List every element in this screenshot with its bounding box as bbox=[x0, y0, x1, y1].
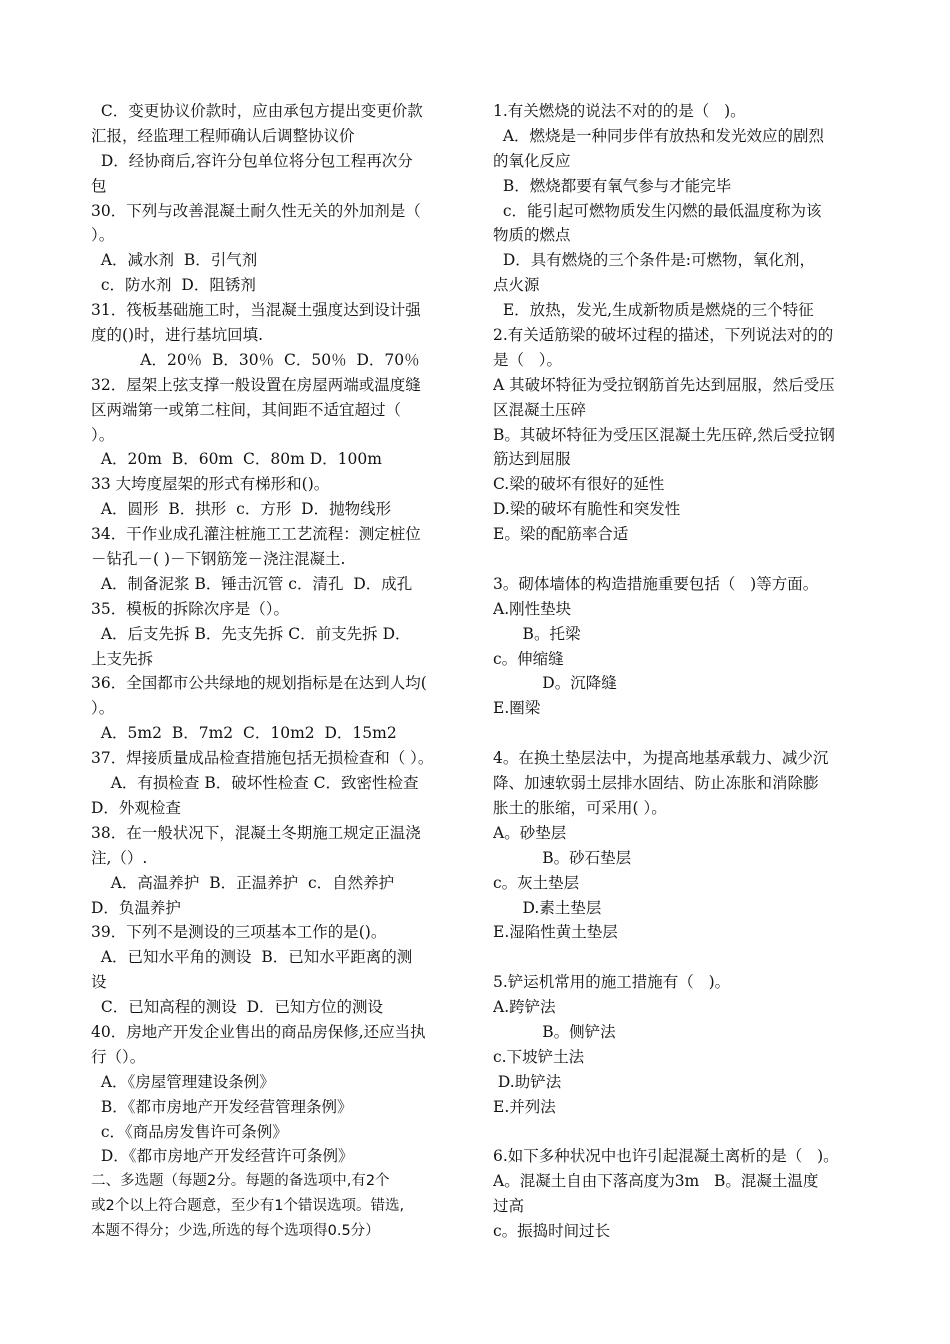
text-line: 汇报，经监理工程师确认后调整协议价 bbox=[91, 126, 355, 145]
text-line: 度的()时，进行基坑回填. bbox=[91, 326, 264, 345]
text-line: A。混凝土自由下落高度为3m B。混凝土温度 bbox=[493, 1172, 819, 1191]
text-line: 行（）。 bbox=[91, 1047, 146, 1066]
text-line: E．放热，发光,生成新物质是燃烧的三个特征 bbox=[493, 301, 814, 320]
text-line: 本题不得分；少选,所选的每个选项得0.5分） bbox=[91, 1223, 380, 1240]
text-line: 31．筏板基础施工时，当混凝土强度达到设计强 bbox=[91, 301, 421, 320]
text-line: 32．屋架上弦支撑一般设置在房屋两端或温度缝 bbox=[91, 375, 421, 394]
text-line: 物质的燃点 bbox=[493, 226, 571, 245]
text-line: c。伸缩缝 bbox=[493, 649, 564, 668]
text-line: 筋达到屈服 bbox=[493, 450, 571, 469]
text-line: D．《都市房地产开发经营许可条例》 bbox=[91, 1147, 354, 1166]
text-line: c.下坡铲土法 bbox=[493, 1047, 585, 1066]
text-line: 的氧化反应 bbox=[493, 151, 571, 170]
text-line: A．后支先拆 B．先支先拆 C．前支先拆 D． bbox=[91, 624, 411, 643]
text-line: A。砂垫层 bbox=[493, 823, 567, 842]
text-line: 4。在换土垫层法中，为提高地基承载力、减少沉 bbox=[493, 749, 829, 768]
text-line: 降、加速软弱土层排水固结、防止冻胀和消除膨 bbox=[493, 774, 819, 793]
text-line: 二、多选题（每题2分。每题的备选项中,有2个 bbox=[91, 1173, 390, 1190]
text-line: 设 bbox=[91, 973, 107, 992]
text-line: D.素土垫层 bbox=[493, 898, 602, 917]
text-line: 包 bbox=[91, 176, 107, 195]
text-line: 是（ ）。 bbox=[493, 350, 563, 369]
text-line: 3。砌体墙体的构造措施重要包括（ )等方面。 bbox=[493, 574, 819, 593]
right-column bbox=[493, 99, 865, 1244]
text-line: B．《都市房地产开发经营管理条例》 bbox=[91, 1097, 353, 1116]
text-line: 或2个以上符合题意，至少有1个错误选项。错选, bbox=[91, 1198, 405, 1215]
text-line: A．《房屋管理建设条例》 bbox=[91, 1072, 275, 1091]
blank-line bbox=[493, 721, 865, 746]
text-line: E.湿陷性黄土垫层 bbox=[493, 923, 618, 942]
text-line: 1.有关燃烧的说法不对的的是（ )。 bbox=[493, 102, 746, 120]
text-line: 区混凝土压碎 bbox=[493, 400, 587, 419]
text-line: A．圆形 B．拱形 c．方形 D．抛物线形 bbox=[91, 500, 392, 519]
text-line: B．燃烧都要有氧气参与才能完毕 bbox=[493, 176, 732, 195]
text-line: A．20％ B．30％ C．50％ D．70％ bbox=[91, 350, 420, 369]
text-line: 区两端第一或第二柱间，其间距不适宜超过（ bbox=[91, 400, 402, 419]
text-line: 胀土的胀缩，可采用( ）。 bbox=[493, 798, 667, 817]
text-line: ）。 bbox=[91, 699, 115, 718]
text-line: 33 大垮度屋架的形式有梯形和()。 bbox=[91, 475, 330, 494]
text-line: c．防水剂 D．阻锈剂 bbox=[91, 276, 256, 295]
text-line: C．已知高程的测设 D．已知方位的测设 bbox=[91, 998, 383, 1017]
text-line: A．减水剂 B．引气剂 bbox=[91, 251, 258, 270]
text-line: A．20m B．60m C．80m D．100m bbox=[91, 450, 382, 469]
text-line: B。其破坏特征为受压区混凝土先压碎,然后受拉钢 bbox=[493, 425, 835, 444]
text-line: A.刚性垫块 bbox=[493, 599, 572, 618]
text-line: 36．全国都市公共绿地的规划指标是在达到人均( bbox=[91, 674, 427, 693]
text-line: B。托梁 bbox=[493, 624, 581, 643]
text-line: 6.如下多种状况中也许引起混凝土离析的是（ )。 bbox=[493, 1147, 839, 1166]
text-line: c．能引起可燃物质发生闪燃的最低温度称为该 bbox=[493, 201, 822, 220]
text-line: 点火源 bbox=[493, 276, 540, 295]
text-line: E.圈梁 bbox=[493, 699, 541, 718]
text-line: A.跨铲法 bbox=[493, 998, 556, 1017]
text-line: ）。 bbox=[91, 425, 115, 444]
text-line: c。振捣时间过长 bbox=[493, 1222, 611, 1241]
text-line: A．制备泥浆 B．锤击沉管 c．清孔 D．成孔 bbox=[91, 574, 413, 593]
text-line: 过高 bbox=[493, 1197, 525, 1216]
text-line: A 其破坏特征为受拉钢筋首先达到屈服，然后受压 bbox=[493, 375, 835, 394]
text-line: 2.有关适筋梁的破坏过程的描述，下列说法对的的 bbox=[493, 326, 834, 345]
text-line: D．外观检查 bbox=[91, 798, 181, 817]
text-line: 30．下列与改善混凝土耐久性无关的外加剂是（ bbox=[91, 201, 421, 220]
text-line: D．具有燃烧的三个条件是:可燃物，氧化剂， bbox=[493, 251, 816, 270]
text-line: c。灰土垫层 bbox=[493, 873, 580, 892]
text-line: C．变更协议价款时，应由承包方提出变更价款 bbox=[91, 102, 423, 120]
text-line: E.并列法 bbox=[493, 1097, 556, 1116]
text-line: B。侧铲法 bbox=[493, 1022, 616, 1041]
blank-line bbox=[493, 945, 865, 970]
text-line: 5.铲运机常用的施工措施有（ )。 bbox=[493, 973, 731, 992]
text-line: E。梁的配筋率合适 bbox=[493, 525, 629, 544]
text-line: D.梁的破坏有脆性和突发性 bbox=[493, 500, 681, 519]
blank-line bbox=[493, 547, 865, 572]
text-line: ）。 bbox=[91, 226, 115, 245]
text-line: A．燃烧是一种同步伴有放热和发光效应的剧烈 bbox=[493, 126, 825, 145]
text-line: A．5m2 B．7m2 C．10m2 D．15m2 bbox=[91, 724, 397, 743]
text-line: 34．干作业成孔灌注桩施工工艺流程：测定桩位 bbox=[91, 525, 421, 544]
text-line: 35．模板的拆除次序是（）。 bbox=[91, 599, 289, 618]
text-line: A．高温养护 B．正温养护 c．自然养护 bbox=[91, 873, 395, 892]
text-line: 40．房地产开发企业售出的商品房保修,还应当执 bbox=[91, 1022, 426, 1041]
text-line: 37．焊接质量成品检查措施包括无损检查和（ ）。 bbox=[91, 749, 434, 768]
text-line: B。砂石垫层 bbox=[493, 848, 632, 867]
text-line: D。沉降缝 bbox=[493, 674, 617, 693]
text-line: A．有损检查 B．破坏性检查 C．致密性检查 bbox=[91, 774, 419, 793]
left-column bbox=[91, 99, 462, 1244]
text-line: 39．下列不是测设的三项基本工作的是()。 bbox=[91, 923, 387, 942]
text-line: A．已知水平角的测设 B．已知水平距离的测 bbox=[91, 948, 413, 967]
text-line: －钻孔－( )－下钢筋笼－浇注混凝土. bbox=[91, 550, 346, 569]
text-line: c．《商品房发售许可条例》 bbox=[91, 1122, 288, 1141]
text-line: 注,（）. bbox=[91, 848, 148, 867]
text-line: D．负温养护 bbox=[91, 898, 181, 917]
text-line: 上支先拆 bbox=[91, 649, 154, 668]
text-line: D.助铲法 bbox=[493, 1072, 562, 1091]
blank-line bbox=[493, 1120, 865, 1145]
text-line: D．经协商后,容许分包单位将分包工程再次分 bbox=[91, 151, 413, 170]
text-line: 38．在一般状况下，混凝土冬期施工规定正温浇 bbox=[91, 823, 421, 842]
text-line: C.梁的破坏有很好的延性 bbox=[493, 475, 665, 494]
